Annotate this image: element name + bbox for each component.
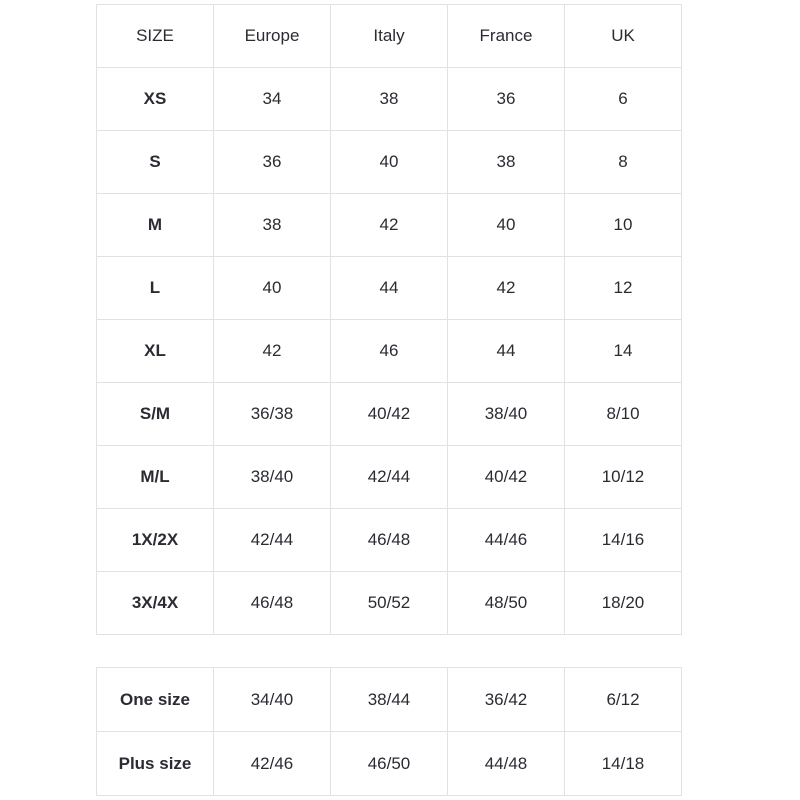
cell-europe: 38	[214, 194, 331, 257]
row-label: Plus size	[97, 732, 214, 796]
column-header-italy: Italy	[331, 5, 448, 68]
column-header-uk: UK	[565, 5, 682, 68]
cell-uk: 14	[565, 320, 682, 383]
cell-europe: 36	[214, 131, 331, 194]
cell-uk: 6	[565, 68, 682, 131]
table-row	[97, 668, 682, 732]
row-label: M/L	[97, 446, 214, 509]
cell-europe: 34/40	[214, 668, 331, 732]
column-header-size: SIZE	[97, 5, 214, 68]
row-label: 1X/2X	[97, 509, 214, 572]
cell-italy: 46/48	[331, 509, 448, 572]
cell-italy: 42/44	[331, 446, 448, 509]
table-row	[97, 509, 682, 572]
cell-uk: 8	[565, 131, 682, 194]
column-header-france: France	[448, 5, 565, 68]
cell-europe: 42/44	[214, 509, 331, 572]
table-row	[97, 732, 682, 796]
cell-france: 44/48	[448, 732, 565, 796]
cell-italy: 50/52	[331, 572, 448, 635]
row-label: One size	[97, 668, 214, 732]
row-label: M	[97, 194, 214, 257]
cell-italy: 38/44	[331, 668, 448, 732]
table-header-row	[97, 5, 682, 68]
cell-europe: 36/38	[214, 383, 331, 446]
size-conversion-table	[96, 4, 682, 635]
cell-italy: 44	[331, 257, 448, 320]
row-label: XS	[97, 68, 214, 131]
table-row	[97, 572, 682, 635]
cell-italy: 40	[331, 131, 448, 194]
cell-france: 40	[448, 194, 565, 257]
table-row	[97, 194, 682, 257]
cell-italy: 42	[331, 194, 448, 257]
cell-france: 38/40	[448, 383, 565, 446]
row-label: XL	[97, 320, 214, 383]
row-label: S/M	[97, 383, 214, 446]
table-row	[97, 131, 682, 194]
cell-uk: 10/12	[565, 446, 682, 509]
cell-uk: 6/12	[565, 668, 682, 732]
cell-europe: 40	[214, 257, 331, 320]
cell-europe: 38/40	[214, 446, 331, 509]
table-row	[97, 446, 682, 509]
one-size-conversion-table	[96, 667, 682, 796]
row-label: S	[97, 131, 214, 194]
table-row	[97, 68, 682, 131]
cell-europe: 42/46	[214, 732, 331, 796]
row-label: 3X/4X	[97, 572, 214, 635]
cell-france: 40/42	[448, 446, 565, 509]
cell-france: 38	[448, 131, 565, 194]
cell-uk: 8/10	[565, 383, 682, 446]
cell-france: 42	[448, 257, 565, 320]
cell-europe: 42	[214, 320, 331, 383]
table-row	[97, 257, 682, 320]
cell-france: 36/42	[448, 668, 565, 732]
cell-uk: 10	[565, 194, 682, 257]
cell-france: 48/50	[448, 572, 565, 635]
cell-france: 36	[448, 68, 565, 131]
cell-france: 44	[448, 320, 565, 383]
cell-italy: 40/42	[331, 383, 448, 446]
cell-uk: 14/18	[565, 732, 682, 796]
table-row	[97, 383, 682, 446]
row-label: L	[97, 257, 214, 320]
table-row	[97, 320, 682, 383]
cell-europe: 46/48	[214, 572, 331, 635]
cell-france: 44/46	[448, 509, 565, 572]
cell-uk: 14/16	[565, 509, 682, 572]
cell-italy: 38	[331, 68, 448, 131]
cell-europe: 34	[214, 68, 331, 131]
cell-uk: 12	[565, 257, 682, 320]
column-header-europe: Europe	[214, 5, 331, 68]
cell-italy: 46	[331, 320, 448, 383]
cell-uk: 18/20	[565, 572, 682, 635]
cell-italy: 46/50	[331, 732, 448, 796]
